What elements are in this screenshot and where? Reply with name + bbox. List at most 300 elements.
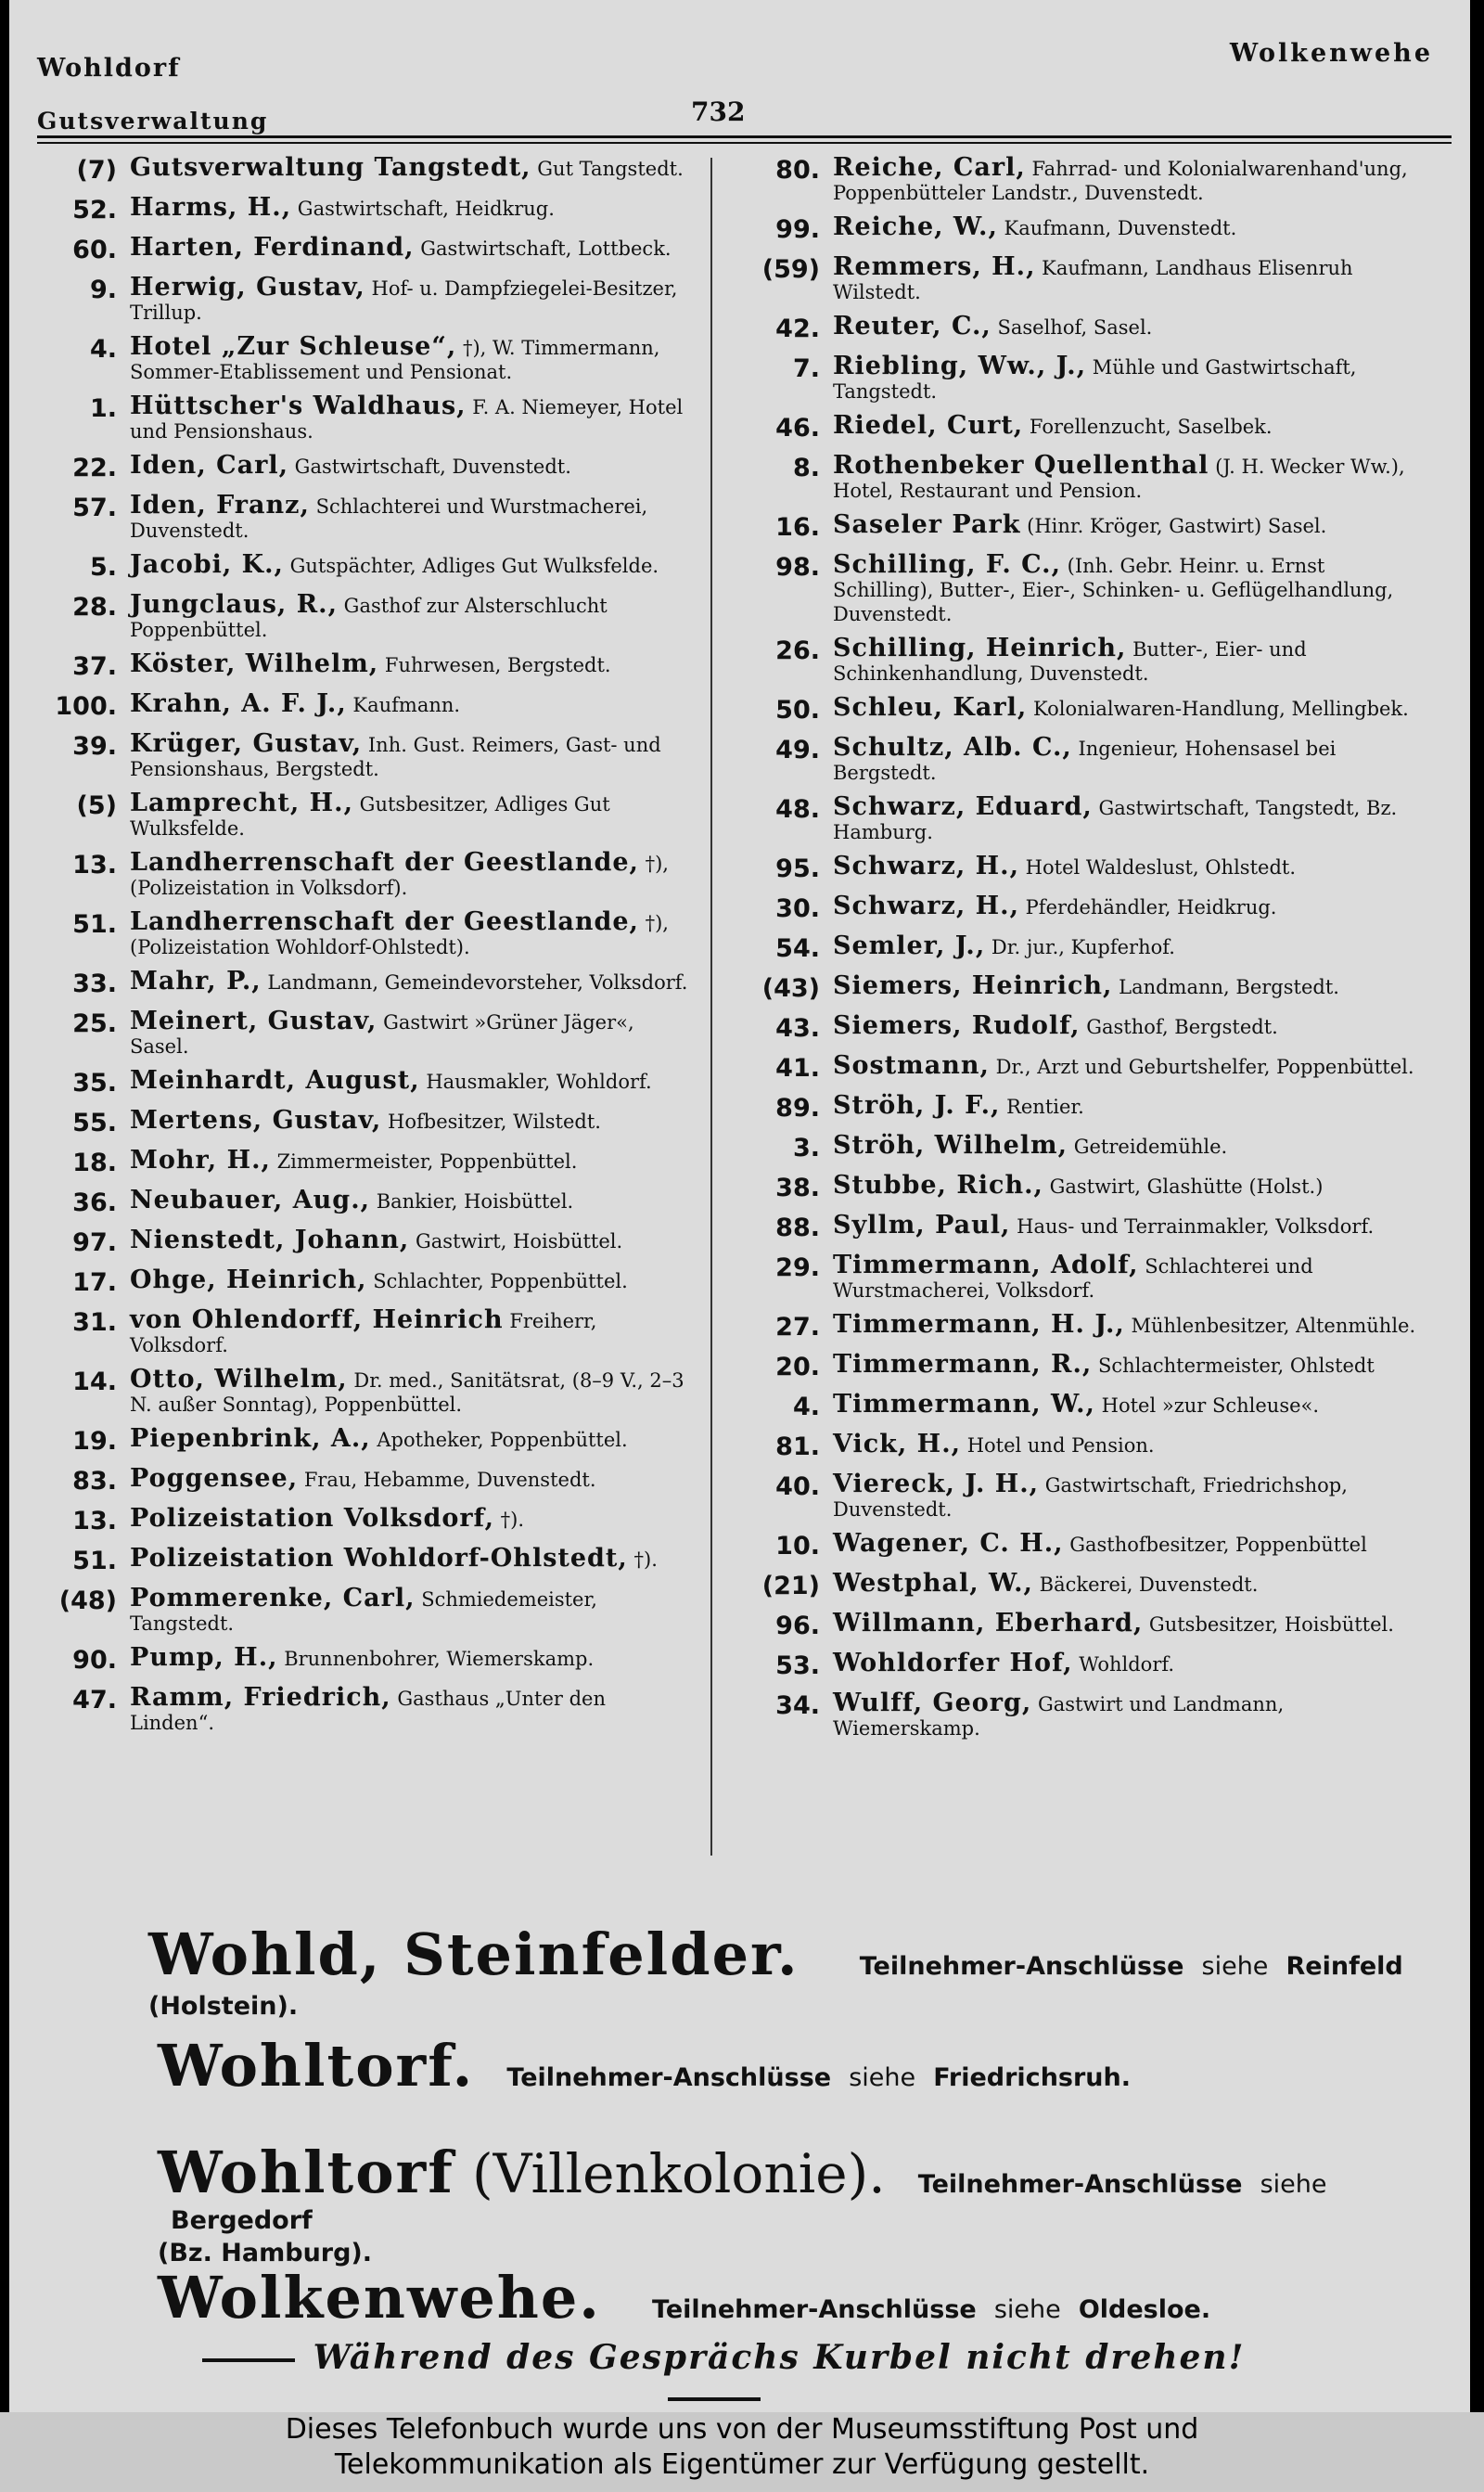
- directory-entry: [28, 590, 688, 642]
- entry-description: Gasthof, Bergstedt.: [1086, 1016, 1278, 1038]
- entry-number: 51.: [72, 1547, 117, 1575]
- directory-entry: [28, 1365, 688, 1417]
- directory-entry: [28, 1106, 688, 1138]
- entry-text: [833, 252, 1426, 304]
- directory-entry: [28, 1544, 688, 1576]
- entry-text: [130, 394, 688, 443]
- entry-number: 49.: [775, 736, 820, 764]
- divider-dash: [202, 2358, 295, 2362]
- entry-description: Frau, Hebamme, Duvenstedt.: [303, 1469, 596, 1491]
- entry-name: Saseler Park: [833, 510, 1021, 539]
- ad-wohltorf: [158, 2032, 1131, 2100]
- directory-entry: [731, 1569, 1426, 1601]
- entry-text: [130, 1106, 688, 1135]
- directory-entry: [28, 1009, 688, 1059]
- entry-description: Gasthofbesitzer, Poppenbüttel: [1069, 1534, 1367, 1556]
- entry-name: Köster, Wilhelm,: [130, 649, 379, 678]
- ad-see: siehe: [1260, 2170, 1327, 2199]
- directory-entry: [731, 894, 1426, 924]
- header-rule-double: [37, 142, 1452, 144]
- entry-number: 37.: [72, 652, 117, 681]
- directory-entry: [28, 967, 688, 999]
- entry-description: Gastwirtschaft, Lottbeck.: [420, 238, 672, 260]
- directory-entry: [28, 1424, 688, 1457]
- entry-name: Schultz, Alb. C.,: [833, 733, 1072, 762]
- entry-number: 39.: [72, 732, 117, 761]
- entry-number: 88.: [775, 1214, 820, 1242]
- entry-number: 22.: [72, 454, 117, 482]
- entry-description: Gutspächter, Adliges Gut Wulksfelde.: [289, 555, 659, 577]
- directory-entry: [28, 791, 688, 841]
- directory-entry: [28, 848, 688, 900]
- entry-number: (59): [761, 255, 820, 284]
- directory-entry: [731, 354, 1426, 404]
- directory-entry: [731, 693, 1426, 726]
- entry-text: [833, 1011, 1426, 1040]
- entry-text: [130, 233, 688, 262]
- entry-number: 4.: [89, 335, 117, 364]
- entry-number: 97.: [72, 1228, 117, 1257]
- ad-wohltorf-villenkolonie: [158, 2139, 1470, 2267]
- entry-text: [130, 1643, 688, 1672]
- directory-entry: [731, 1691, 1426, 1741]
- entry-text: [130, 1464, 688, 1493]
- entry-text: [130, 1009, 688, 1059]
- directory-entry: [731, 1432, 1426, 1462]
- directory-entry: [28, 907, 688, 959]
- entry-text: [833, 1310, 1426, 1339]
- entry-name: Vick, H.,: [833, 1430, 961, 1458]
- directory-entry: [731, 931, 1426, 964]
- entry-name: Westphal, W.,: [833, 1569, 1033, 1598]
- entry-text: [833, 854, 1426, 880]
- footer-line-2: Telekommunikation als Eigentümer zur Verfügung gestellt.: [334, 2448, 1150, 2481]
- entry-text: [130, 649, 688, 678]
- entry-number: 10.: [775, 1532, 820, 1561]
- entry-text: [130, 1146, 688, 1175]
- entry-text: [130, 193, 688, 222]
- entry-description: †).: [633, 1548, 658, 1571]
- entry-number: 41.: [775, 1054, 820, 1083]
- ad-see: siehe: [849, 2063, 916, 2092]
- entry-name: Timmermann, R.,: [833, 1350, 1093, 1379]
- entry-number: 25.: [72, 1009, 117, 1038]
- entry-name: Meinert, Gustav,: [130, 1007, 377, 1035]
- entry-name: Mahr, P.,: [130, 967, 262, 996]
- entry-number: 35.: [72, 1069, 117, 1098]
- directory-entry: [731, 1011, 1426, 1044]
- entry-text: [130, 550, 688, 579]
- directory-entry: [731, 1609, 1426, 1641]
- entry-name: Ströh, J. F.,: [833, 1091, 1001, 1120]
- entry-text: [833, 693, 1426, 722]
- entry-description: Kaufmann, Duvenstedt.: [1004, 217, 1237, 239]
- ad-wolkenwehe: [158, 2264, 1210, 2331]
- directory-entry: [28, 193, 688, 225]
- entry-number: 3.: [792, 1134, 820, 1163]
- ad-text: Teilnehmer-Anschlüsse: [859, 1952, 1184, 1981]
- divider-dash: [668, 2397, 761, 2401]
- entry-number: (21): [761, 1572, 820, 1600]
- directory-entry: [28, 1228, 688, 1258]
- entry-number: 47.: [72, 1686, 117, 1715]
- entry-description: Zimmermeister, Poppenbüttel.: [276, 1150, 578, 1173]
- entry-name: Mohr, H.,: [130, 1146, 271, 1175]
- directory-entry: [731, 1051, 1426, 1084]
- entry-text: [833, 733, 1426, 785]
- entry-number: 33.: [72, 970, 117, 998]
- entry-text: [833, 212, 1426, 241]
- entry-description: (Inh. Gebr. Heinr. u. Ernst Schilling), Butter-, Eier-, Schinken- u. Geflügelhandlung, Duvenstedt.: [833, 555, 1394, 625]
- entry-number: 40.: [775, 1472, 820, 1501]
- entry-number: 18.: [72, 1149, 117, 1177]
- entry-name: Iden, Franz,: [130, 491, 310, 520]
- entry-text: [130, 491, 688, 543]
- entry-number: 38.: [775, 1174, 820, 1202]
- entry-text: [833, 153, 1426, 205]
- entry-number: 13.: [72, 851, 117, 880]
- entry-number: 13.: [72, 1507, 117, 1535]
- entry-description: Schmiedemeister, Tangstedt.: [130, 1588, 597, 1635]
- warning-text: Während des Gesprächs Kurbel nicht drehen!: [313, 2338, 1246, 2377]
- entry-text: [833, 1253, 1426, 1303]
- entry-number: 81.: [775, 1432, 820, 1461]
- directory-entry: [731, 312, 1426, 344]
- directory-entry: [731, 1253, 1426, 1303]
- header-location: Wohldorf: [37, 54, 181, 83]
- entry-description: Landmann, Gemeindevorsteher, Volksdorf.: [267, 971, 688, 994]
- entry-number: (5): [76, 791, 117, 820]
- entry-number: 14.: [72, 1368, 117, 1396]
- entry-text: [833, 1091, 1426, 1120]
- entry-description: Dr. med., Sanitätsrat, (8–9 V., 2–3 N. außer Sonntag), Poppenbüttel.: [130, 1369, 684, 1416]
- directory-entry: [28, 1146, 688, 1178]
- directory-entry: [731, 733, 1426, 785]
- directory-entry: [28, 451, 688, 483]
- entry-description: (Hinr. Kröger, Gastwirt) Sasel.: [1027, 515, 1327, 537]
- directory-entry: [28, 649, 688, 682]
- entry-name: Schilling, Heinrich,: [833, 634, 1127, 662]
- entry-name: Wohldorfer Hof,: [833, 1649, 1073, 1677]
- entry-description: Forellenzucht, Saselbek.: [1029, 416, 1273, 438]
- directory-entry: [28, 1586, 688, 1636]
- entry-text: [833, 792, 1426, 844]
- directory-entry: [28, 1265, 688, 1298]
- entry-description: Schlachtermeister, Ohlstedt: [1097, 1355, 1375, 1377]
- entry-number: 36.: [72, 1188, 117, 1217]
- entry-number: (48): [58, 1586, 117, 1615]
- entry-text: [833, 510, 1426, 539]
- entry-number: 95.: [775, 854, 820, 883]
- entry-number: 1.: [89, 394, 117, 423]
- left-column: [28, 153, 688, 1745]
- entry-text: [130, 1188, 688, 1214]
- entry-text: [833, 411, 1426, 440]
- entry-description: Gastwirt »Grüner Jäger«, Sasel.: [130, 1011, 634, 1058]
- entry-description: (J. H. Wecker Ww.), Hotel, Restaurant und Pension.: [833, 456, 1405, 502]
- entry-text: [130, 791, 688, 841]
- entry-description: Landmann, Bergstedt.: [1119, 976, 1339, 998]
- entry-name: Viereck, J. H.,: [833, 1470, 1040, 1498]
- entry-text: [130, 1504, 688, 1533]
- entry-name: Timmermann, Adolf,: [833, 1251, 1139, 1279]
- entry-name: Ströh, Wilhelm,: [833, 1131, 1068, 1160]
- directory-entry: [28, 550, 688, 583]
- directory-entry: [731, 854, 1426, 884]
- entry-name: Nienstedt, Johann,: [130, 1226, 410, 1254]
- entry-number: 7.: [792, 354, 820, 383]
- entry-description: Gutsbesitzer, Hoisbüttel.: [1148, 1613, 1394, 1636]
- entry-text: [833, 1432, 1426, 1458]
- entry-description: Brunnenbohrer, Wiemerskamp.: [284, 1648, 595, 1670]
- column-divider: [710, 158, 712, 1856]
- ad-ref: Friedrichsruh.: [933, 2063, 1131, 2092]
- right-column: [731, 153, 1426, 1751]
- entry-description: Hof- u. Dampfziegelei-Besitzer, Trillup.: [130, 277, 678, 324]
- ad-text: Teilnehmer-Anschlüsse: [917, 2170, 1243, 2199]
- ad-see: siehe: [1201, 1952, 1269, 1981]
- entry-name: Hotel „Zur Schleuse“,: [130, 332, 457, 361]
- entry-number: 57.: [72, 494, 117, 522]
- entry-description: †), (Polizeistation in Volksdorf).: [130, 853, 669, 899]
- ad-text: Teilnehmer-Anschlüsse: [506, 2063, 832, 2092]
- entry-description: Kaufmann, Landhaus Elisenruh Wilstedt.: [833, 257, 1353, 303]
- entry-name: Harten, Ferdinand,: [130, 233, 415, 262]
- ad-title: Wohltorf: [158, 2139, 454, 2206]
- directory-entry: [28, 1504, 688, 1536]
- entry-name: Neubauer, Aug.,: [130, 1186, 370, 1214]
- entry-text: [130, 729, 688, 781]
- directory-entry: [731, 1091, 1426, 1124]
- entry-number: 52.: [72, 196, 117, 225]
- entry-name: Siemers, Rudolf,: [833, 1011, 1081, 1040]
- entry-text: [833, 550, 1426, 626]
- entry-description: Hotel Waldeslust, Ohlstedt.: [1025, 856, 1296, 879]
- entry-number: 83.: [72, 1467, 117, 1496]
- directory-entry: [731, 792, 1426, 844]
- directory-entry: [731, 510, 1426, 543]
- entry-number: 8.: [792, 454, 820, 482]
- footer-note: [0, 2412, 1484, 2492]
- entry-name: Willmann, Eberhard,: [833, 1609, 1144, 1638]
- entry-description: Gutsbesitzer, Adliges Gut Wulksfelde.: [130, 793, 610, 840]
- entry-description: Inh. Gust. Reimers, Gast- und Pensionshaus, Bergstedt.: [130, 734, 661, 780]
- directory-entry: [28, 1683, 688, 1735]
- entry-name: Reiche, W.,: [833, 212, 998, 241]
- entry-description: Butter-, Eier- und Schinkenhandlung, Duvenstedt.: [833, 638, 1307, 685]
- entry-number: 98.: [775, 553, 820, 582]
- entry-name: Schwarz, H.,: [833, 892, 1019, 920]
- entry-name: Herwig, Gustav,: [130, 273, 365, 302]
- entry-text: [833, 1651, 1426, 1676]
- entry-text: [833, 1609, 1426, 1638]
- directory-entry: [28, 1188, 688, 1218]
- entry-name: Jungclaus, R.,: [130, 590, 338, 619]
- entry-name: Schwarz, H.,: [833, 852, 1019, 880]
- entry-description: Gasthof zur Alsterschlucht Poppenbüttel.: [130, 595, 608, 641]
- entry-text: [130, 1265, 688, 1294]
- directory-entry: [28, 273, 688, 325]
- directory-entry: [731, 550, 1426, 626]
- directory-entry: [731, 153, 1426, 205]
- entry-name: Gutsverwaltung Tangstedt,: [130, 153, 531, 182]
- entry-description: Hofbesitzer, Wilstedt.: [388, 1111, 601, 1133]
- directory-entry: [731, 1390, 1426, 1422]
- entry-number: 100.: [55, 692, 117, 721]
- entry-name: Wagener, C. H.,: [833, 1529, 1064, 1558]
- entry-number: 17.: [72, 1268, 117, 1297]
- entry-text: [130, 1586, 688, 1636]
- entry-name: Schwarz, Eduard,: [833, 792, 1093, 821]
- entry-name: Siemers, Heinrich,: [833, 971, 1113, 1000]
- entry-description: †), (Polizeistation Wohldorf-Ohlstedt).: [130, 912, 669, 958]
- entry-name: Hüttscher's Waldhaus,: [130, 392, 467, 420]
- entry-description: Gastwirt, Glashütte (Holst.): [1049, 1175, 1324, 1198]
- entry-text: [130, 1305, 688, 1357]
- directory-entry: [28, 153, 688, 186]
- entry-text: [833, 894, 1426, 919]
- entry-description: Fahrrad- und Kolonialwarenhand'ung, Poppenbütteler Landstr., Duvenstedt.: [833, 158, 1408, 204]
- entry-number: 48.: [775, 795, 820, 824]
- entry-name: Landherrenschaft der Geestlande,: [130, 907, 639, 936]
- entry-name: Rothenbeker Quellenthal: [833, 451, 1209, 480]
- entry-number: 28.: [72, 593, 117, 622]
- entry-name: Krahn, A. F. J.,: [130, 689, 347, 718]
- entry-name: von Ohlendorff, Heinrich: [130, 1305, 504, 1334]
- entry-text: [833, 1529, 1426, 1558]
- entry-description: Schlachter, Poppenbüttel.: [373, 1270, 628, 1292]
- directory-entry: [28, 1305, 688, 1357]
- entry-description: Hausmakler, Wohldorf.: [426, 1071, 652, 1093]
- entry-text: [130, 273, 688, 325]
- entry-text: [833, 1472, 1426, 1522]
- ad-ref: Bergedorf: [171, 2206, 313, 2235]
- entry-description: Hotel »zur Schleuse«.: [1101, 1394, 1320, 1417]
- entry-name: Landherrenschaft der Geestlande,: [130, 848, 639, 877]
- entry-name: Pump, H.,: [130, 1643, 278, 1672]
- entry-number: (7): [76, 156, 117, 185]
- entry-text: [130, 153, 688, 182]
- entry-number: 60.: [72, 236, 117, 264]
- entry-text: [130, 590, 688, 642]
- directory-entry: [28, 1643, 688, 1676]
- entry-text: [130, 1683, 688, 1735]
- header-rule: [37, 135, 1452, 138]
- entry-number: 53.: [775, 1651, 820, 1680]
- entry-name: Iden, Carl,: [130, 451, 288, 480]
- entry-number: 26.: [775, 636, 820, 665]
- entry-description: Wohldorf.: [1079, 1653, 1175, 1676]
- entry-text: [833, 1051, 1426, 1080]
- entry-number: 55.: [72, 1109, 117, 1137]
- header-last-entry: Wolkenwehe: [1229, 39, 1433, 68]
- ad-ref-2: (Holstein).: [148, 1992, 299, 2021]
- entry-description: Gastwirtschaft, Heidkrug.: [297, 198, 555, 220]
- entry-name: Pommerenke, Carl,: [130, 1584, 416, 1612]
- directory-entry: [731, 1350, 1426, 1382]
- entry-number: 43.: [775, 1014, 820, 1043]
- header-first-entry: Gutsverwaltung: [37, 108, 269, 135]
- directory-entry: [731, 1651, 1426, 1681]
- phonebook-page: [9, 0, 1470, 2412]
- entry-description: Bäckerei, Duvenstedt.: [1039, 1574, 1259, 1596]
- entry-name: Semler, J.,: [833, 931, 986, 960]
- directory-entry: [731, 1131, 1426, 1163]
- entry-text: [833, 1691, 1426, 1741]
- ad-title-paren: (Villenkolonie).: [471, 2142, 886, 2205]
- entry-text: [833, 1211, 1426, 1240]
- entry-description: Dr., Arzt und Geburtshelfer, Poppenbüttel.: [995, 1056, 1414, 1078]
- ad-title: Wohltorf.: [158, 2032, 475, 2100]
- entry-description: Gastwirt und Landmann, Wiemerskamp.: [833, 1693, 1285, 1740]
- entry-description: Rentier.: [1006, 1096, 1084, 1118]
- directory-entry: [731, 451, 1426, 503]
- entry-description: Dr. jur., Kupferhof.: [991, 936, 1175, 958]
- directory-entry: [28, 394, 688, 443]
- entry-description: Mühlenbesitzer, Altenmühle.: [1131, 1315, 1416, 1337]
- entry-description: Ingenieur, Hohensasel bei Bergstedt.: [833, 738, 1337, 784]
- entry-text: [833, 1350, 1426, 1379]
- entry-description: Apotheker, Poppenbüttel.: [377, 1429, 628, 1451]
- entry-number: 16.: [775, 513, 820, 542]
- entry-number: 9.: [89, 276, 117, 304]
- ad-see: siehe: [993, 2295, 1061, 2324]
- entry-number: 89.: [775, 1094, 820, 1123]
- entry-number: (43): [761, 974, 820, 1003]
- entry-name: Timmermann, W.,: [833, 1390, 1095, 1419]
- entry-text: [833, 1171, 1426, 1200]
- entry-description: Gasthaus „Unter den Linden“.: [130, 1688, 606, 1734]
- entry-number: 27.: [775, 1313, 820, 1342]
- entry-description: Gut Tangstedt.: [537, 158, 684, 180]
- entry-description: †), W. Timmermann, Sommer-Etablissement und Pensionat.: [130, 337, 660, 383]
- entry-number: 29.: [775, 1253, 820, 1282]
- entry-text: [833, 1131, 1426, 1160]
- entry-number: 99.: [775, 215, 820, 244]
- entry-description: Getreidemühle.: [1073, 1136, 1228, 1158]
- entry-number: 34.: [775, 1691, 820, 1720]
- entry-name: Schilling, F. C.,: [833, 550, 1061, 579]
- ad-text: Teilnehmer-Anschlüsse: [651, 2295, 977, 2324]
- entry-name: Meinhardt, August,: [130, 1066, 420, 1095]
- entry-number: 30.: [775, 894, 820, 923]
- entry-name: Ohge, Heinrich,: [130, 1265, 367, 1294]
- directory-entry: [731, 212, 1426, 245]
- entry-number: 46.: [775, 414, 820, 443]
- entry-name: Stubbe, Rich.,: [833, 1171, 1043, 1200]
- entry-description: Kaufmann.: [352, 694, 461, 716]
- warning-banner: [158, 2338, 1271, 2412]
- entry-description: Saselhof, Sasel.: [997, 316, 1153, 339]
- entry-name: Reuter, C.,: [833, 312, 991, 340]
- entry-text: [833, 636, 1426, 686]
- entry-text: [833, 1390, 1426, 1419]
- directory-entry: [28, 233, 688, 265]
- entry-name: Riedel, Curt,: [833, 411, 1024, 440]
- ad-title: Wohld, Steinfelder.: [148, 1920, 800, 1988]
- entry-name: Sostmann,: [833, 1051, 990, 1080]
- entry-description: Mühle und Gastwirtschaft, Tangstedt.: [833, 356, 1357, 403]
- entry-name: Polizeistation Volksdorf,: [130, 1504, 494, 1533]
- directory-entry: [731, 971, 1426, 1004]
- entry-text: [130, 1066, 688, 1095]
- entry-name: Mertens, Gustav,: [130, 1106, 382, 1135]
- entry-name: Remmers, H.,: [833, 252, 1036, 281]
- directory-entry: [731, 252, 1426, 304]
- entry-text: [833, 931, 1426, 960]
- entry-number: 5.: [89, 553, 117, 582]
- entry-description: Bankier, Hoisbüttel.: [376, 1190, 574, 1213]
